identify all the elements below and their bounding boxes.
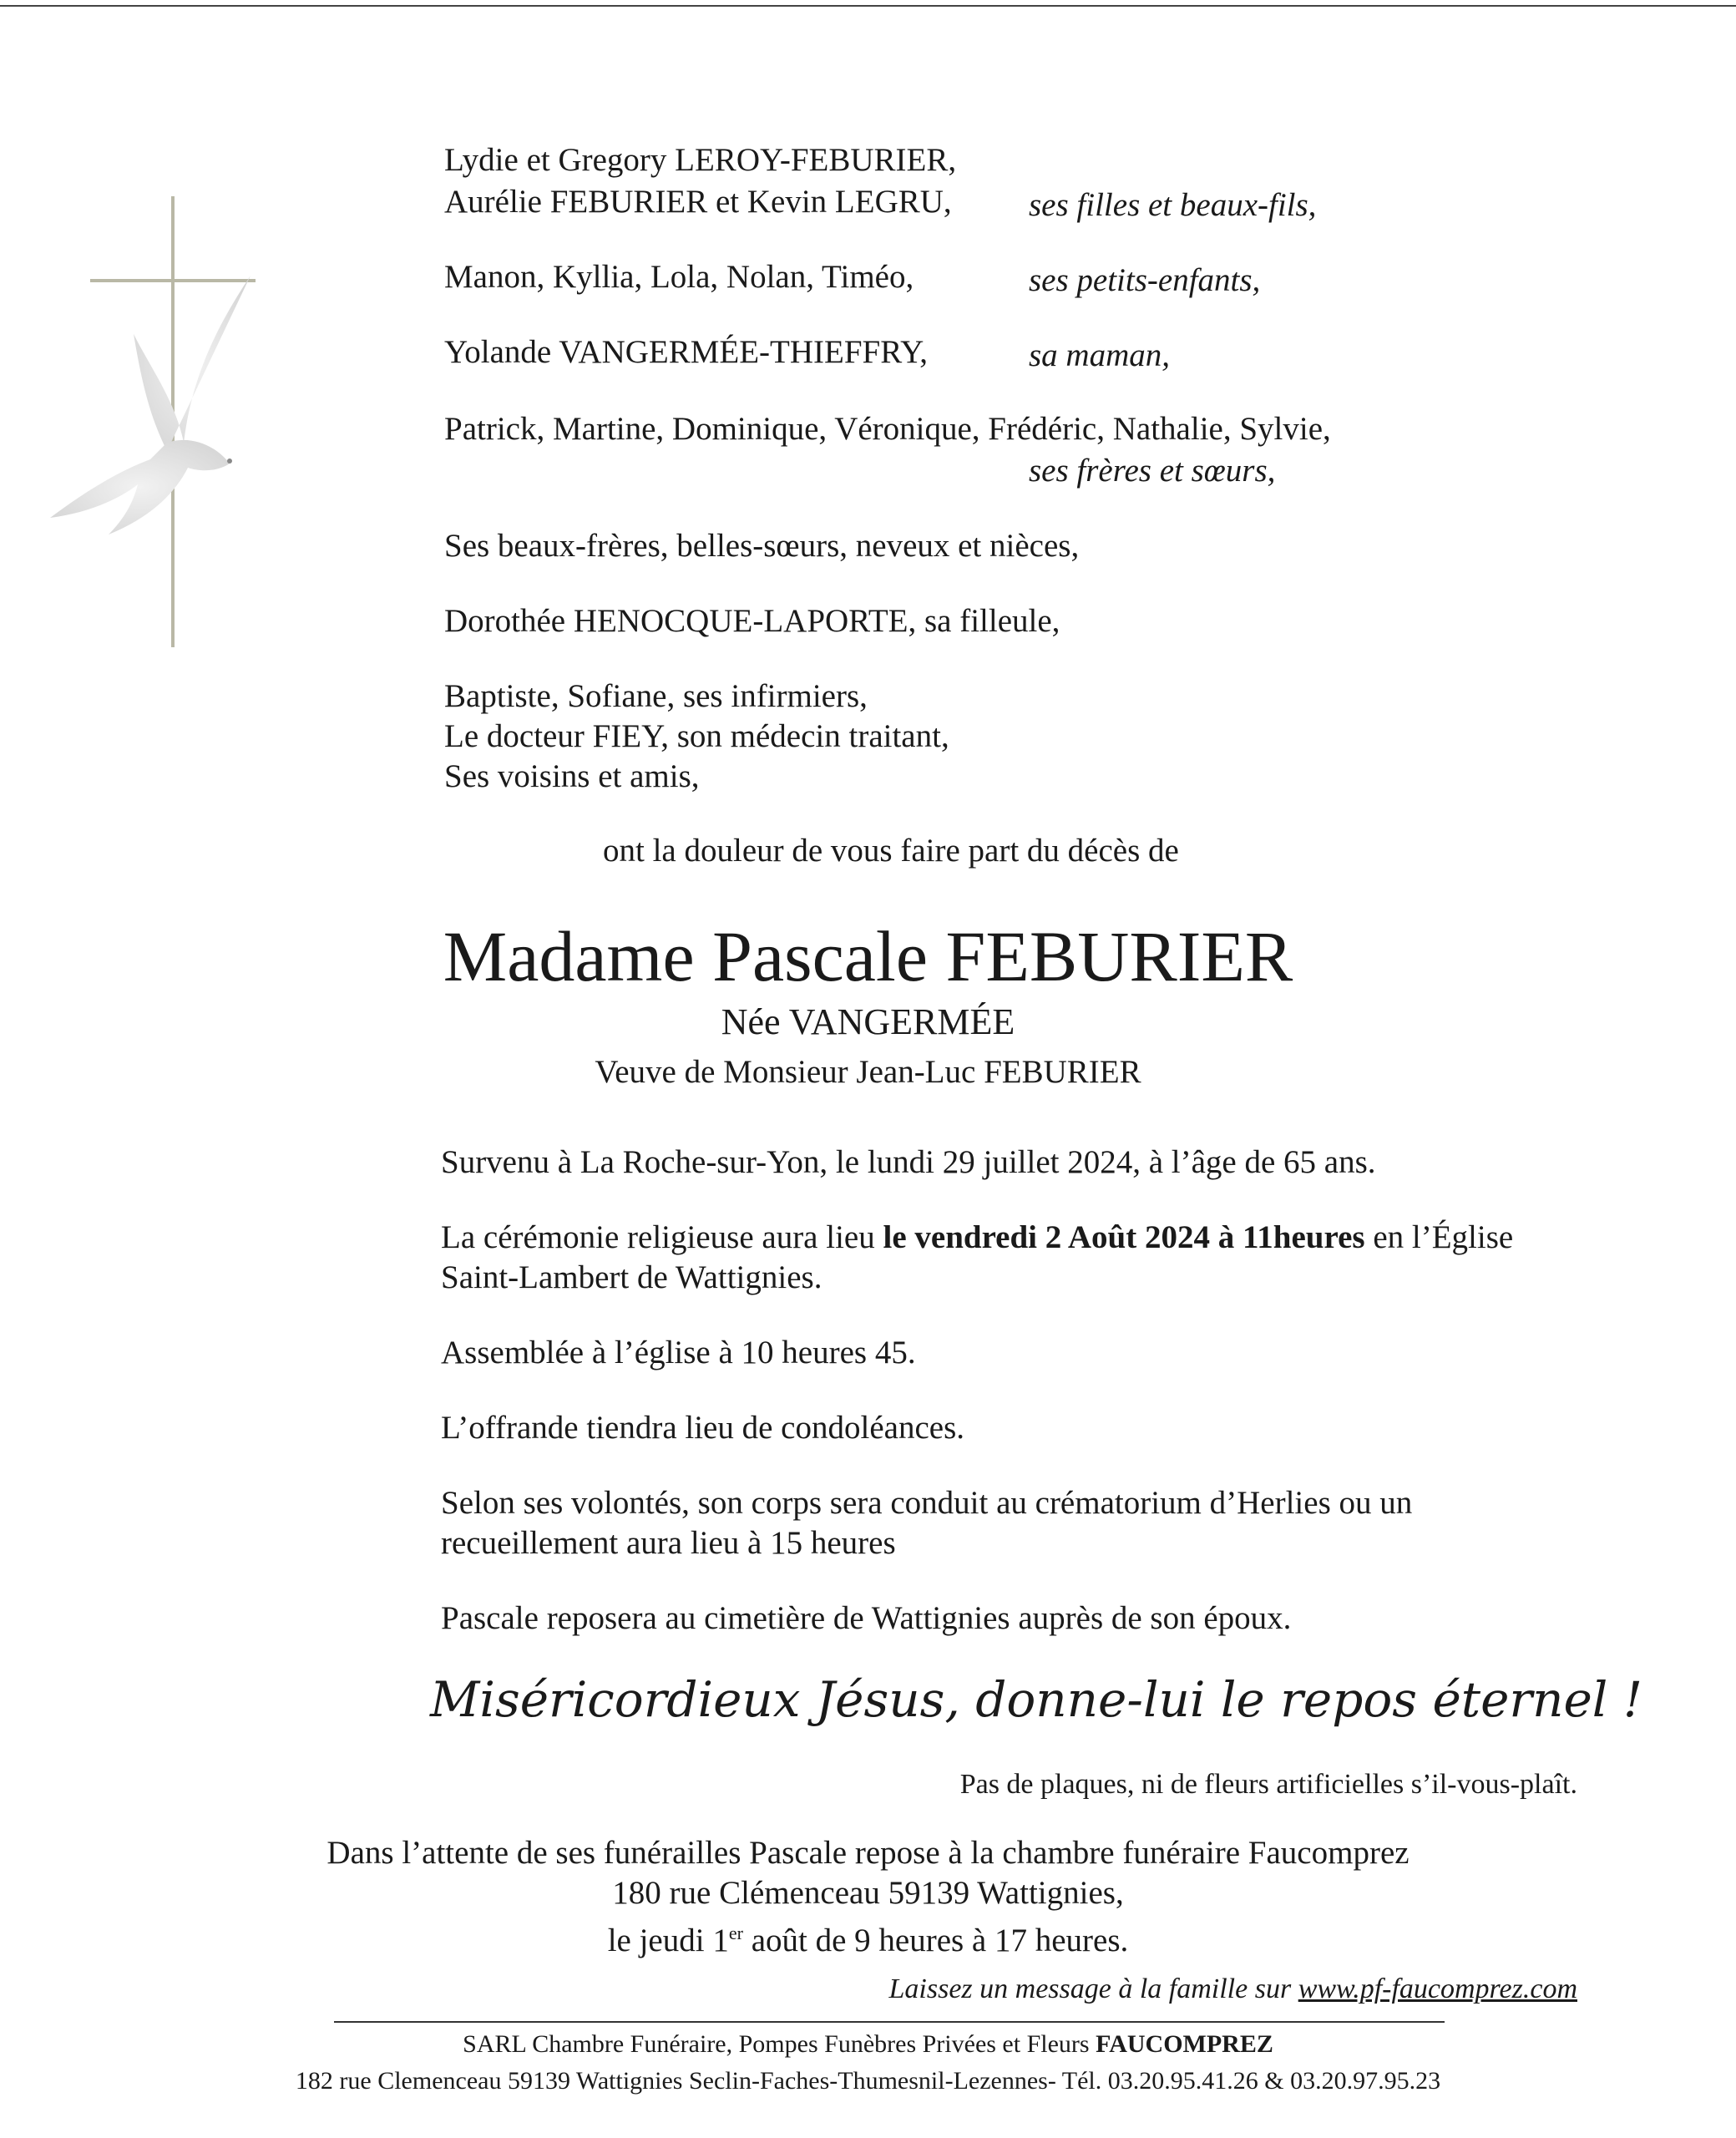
family-role-1: ses filles et beaux-fils, [1029,187,1317,223]
family-line-6: Ses beaux-frères, belles-sœurs, neveux et nièces, [444,528,1080,564]
family-role-3: sa maman, [1029,337,1171,373]
family-line-8: Baptiste, Sofiane, ses infirmiers, [444,678,868,714]
family-line-10: Ses voisins et amis, [444,758,700,794]
footer-divider [334,2021,1445,2023]
prayer-script: Miséricordieux Jésus, donne-lui le repos éternel ! [430,1671,1643,1728]
footer-company-text: SARL Chambre Funéraire, Pompes Funèbres Privées et Fleurs [463,2030,1096,2058]
viewing-line-2: 180 rue Clémenceau 59139 Wattignies, [612,1875,1124,1911]
top-border-line [0,5,1736,7]
family-line-9: Le docteur FIEY, son médecin traitant, [444,718,949,754]
announcement: ont la douleur de vous faire part du décès de [603,833,1179,869]
viewing-date-pre: le jeudi 1 [607,1923,729,1958]
family-line-2: Aurélie FEBURIER et Kevin LEGRU, [444,184,952,220]
death-details: Survenu à La Roche-sur-Yon, le lundi 29 juillet 2024, à l’âge de 65 ans. [441,1144,1376,1180]
ceremony-text-post: en l’Église [1364,1219,1514,1255]
offering-note: L’offrande tiendra lieu de condoléances. [441,1410,964,1446]
family-line-1: Lydie et Gregory LEROY-FEBURIER, [444,142,957,178]
family-role-2: ses petits-enfants, [1029,262,1261,298]
message-text: Laissez un message à la famille sur [888,1973,1298,2004]
family-role-4: ses frères et sœurs, [1029,453,1276,489]
footer-line-1 [0,2028,1736,2061]
message-note [889,1971,1578,2008]
no-flowers-note: Pas de plaques, ni de fleurs artificielles s’il-vous-plaît. [959,1769,1577,1800]
family-line-3: Manon, Kyllia, Lola, Nolan, Timéo, [444,259,914,295]
deceased-maiden-name: Née VANGERMÉE [721,1001,1015,1042]
footer-company-name: FAUCOMPREZ [1096,2030,1273,2058]
viewing-line-3 [0,1913,1736,1961]
assembly-time: Assemblée à l’église à 10 heures 45. [441,1335,916,1370]
family-line-7: Dorothée HENOCQUE-LAPORTE, sa filleule, [444,603,1060,639]
burial-note: Pascale reposera au cimetière de Wattignies auprès de son époux. [441,1600,1292,1636]
ceremony-date: le vendredi 2 Août 2024 à 11heures [883,1219,1365,1255]
viewing-date-sup: er [728,1923,743,1943]
wishes-line-1: Selon ses volontés, son corps sera conduit au crématorium d’Herlies ou un [441,1485,1413,1521]
wishes-line-2: recueillement aura lieu à 15 heures [441,1525,896,1561]
deceased-widow-line: Veuve de Monsieur Jean-Luc FEBURIER [595,1054,1141,1090]
ceremony-line-2: Saint-Lambert de Wattignies. [441,1259,822,1295]
ceremony-text-pre: La cérémonie religieuse aura lieu [441,1219,883,1255]
website-link[interactable]: www.pf-faucomprez.com [1298,1973,1577,2004]
ceremony-line-1 [441,1218,1513,1258]
viewing-line-1: Dans l’attente de ses funérailles Pascale repose à la chambre funéraire Faucomprez [326,1835,1410,1871]
family-line-5: Patrick, Martine, Dominique, Véronique, Frédéric, Nathalie, Sylvie, [444,411,1331,447]
family-line-4: Yolande VANGERMÉE-THIEFFRY, [444,334,928,370]
viewing-date-post: août de 9 heures à 17 heures. [742,1923,1129,1958]
dove-icon [50,276,259,551]
deceased-name: Madame Pascale FEBURIER [443,916,1293,996]
footer-line-2: 182 rue Clemenceau 59139 Wattignies Seclin-Faches-Thumesnil-Lezennes- Tél. 03.20.95.41.26 & 03.20.97.95.23 [295,2067,1441,2095]
